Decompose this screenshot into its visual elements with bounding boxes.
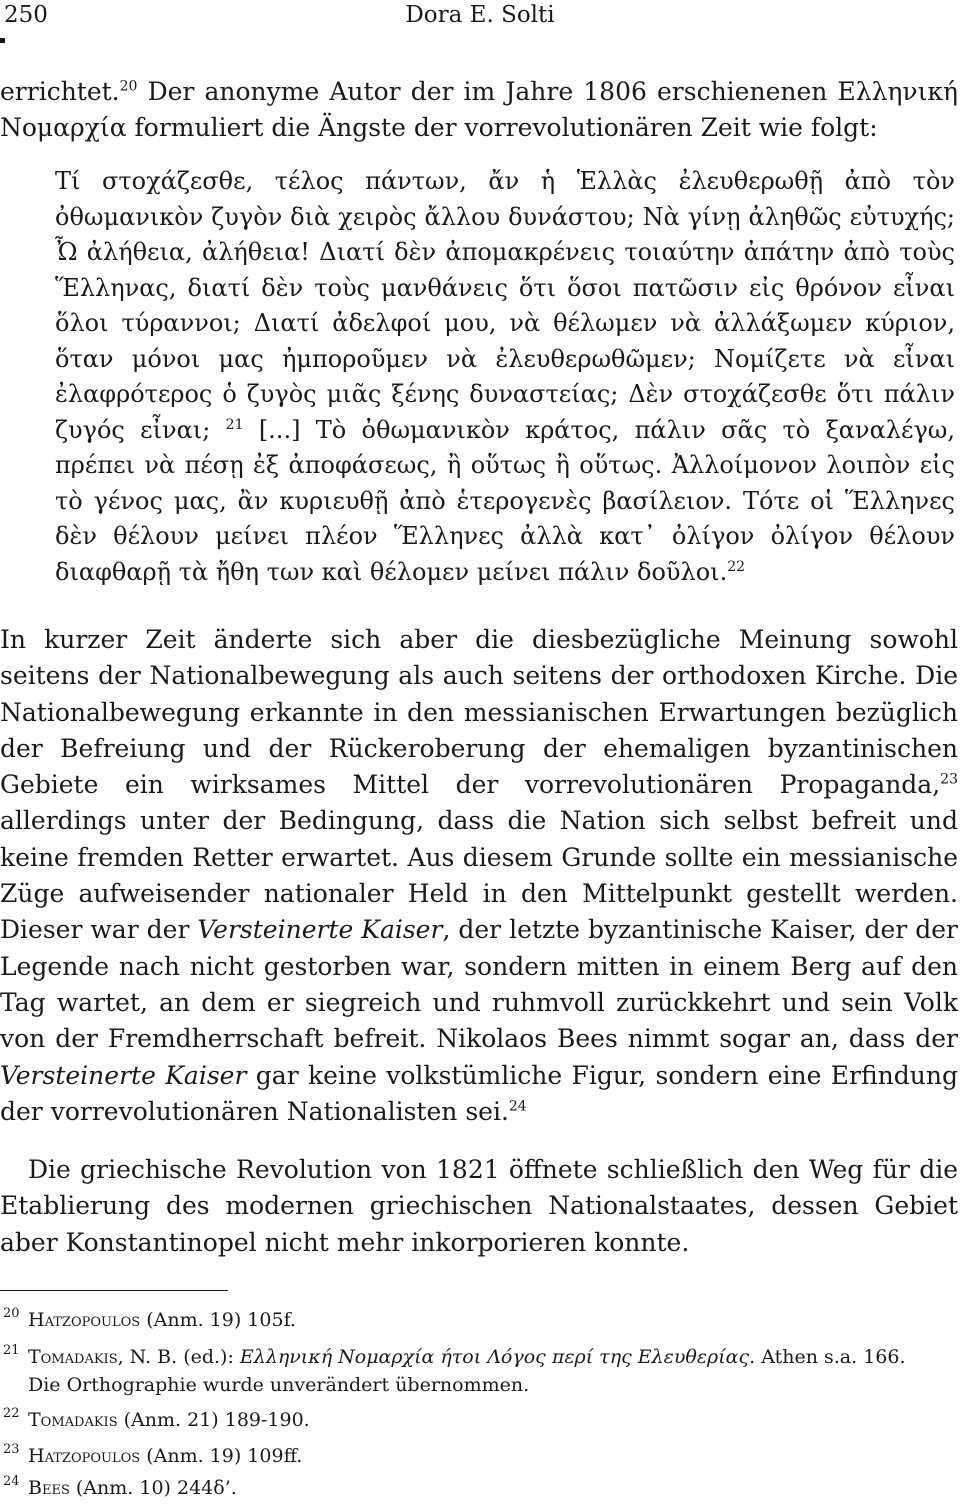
footnote-number: 20 bbox=[3, 1306, 20, 1321]
footnote-separator bbox=[0, 1290, 228, 1291]
italic-term: Versteinerte Kaiser bbox=[0, 1060, 247, 1090]
footnote-ref-24[interactable]: 24 bbox=[508, 1098, 527, 1115]
paragraph-revolution: Die griechische Revolution von 1821 öffnete schließlich den Weg für die Etablierung des modernen griechischen Nationalstaates, dessen Gebiet aber Konstantinopel nicht mehr inkorporieren konnte. bbox=[0, 1155, 958, 1257]
footnote-number: 22 bbox=[3, 1406, 20, 1421]
footnote-ref-21[interactable]: 21 bbox=[225, 416, 244, 433]
running-head: Dora E. Solti bbox=[405, 2, 555, 28]
footnote-ref-20[interactable]: 20 bbox=[119, 78, 138, 95]
margin-mark bbox=[0, 38, 5, 43]
footnote-author: Tomadakis bbox=[28, 1346, 118, 1368]
footnote-number: 23 bbox=[3, 1442, 20, 1457]
page-number: 250 bbox=[4, 2, 48, 28]
footnote-number: 21 bbox=[3, 1343, 20, 1358]
italic-title: Ελληνική Νομαρχία ήτοι Λόγος περί της Ελευθερίας. bbox=[239, 1346, 756, 1368]
italic-term: Versteinerte Kaiser bbox=[197, 915, 443, 945]
footnote-ref-22[interactable]: 22 bbox=[727, 558, 746, 575]
footnote-author: Bees bbox=[28, 1477, 70, 1499]
footnote-ref-23[interactable]: 23 bbox=[940, 771, 958, 788]
footnote-author: Hatzopoulos bbox=[28, 1445, 141, 1467]
block-quote-greek: Τί στοχάζεσθε, τέλος πάντων, ἄν ἡ Ἑλλὰς ἐλευθερωθῇ ἀπὸ τὸν ὀθωμανικὸν ζυγὸν διὰ χειρὸς ἄλλου δυνάστου; Νὰ γίνῃ ἀληθῶς εὐτυχής; Ὦ ἀλήθεια, ἀλήθεια! Διατί δὲν ἀπομακρένεις τοιαύτην ἀπάτην ἀπὸ τοὺς Ἕλληνας, διατί δὲν τοὺς μανθάνεις ὅτι ὅσοι πατῶσιν εἰς θρόνον εἶναι ὅλοι τύραννοι; Διατί ἀδελφοί μου, νὰ θέλωμεν νὰ ἀλλάξωμεν κύριον, ὅταν μόνοι μας ἠμποροῦμεν νὰ ἐλευθερωθῶμεν; Νομίζετε νὰ εἶναι ἐλαφρότερος ὁ ζυγὸς μιᾶς ξένης δυναστείας; Δὲν στοχάζεσθε ὅτι πάλιν ζυγός εἶναι; $^{21}$ [...] Τὸ ὀθωμανικὸν κράτος, πάλιν σᾶς τὸ ξαναλέγω, πρέπει νὰ πέσῃ ἐξ ἀποφάσεως, ἢ οὕτως ἢ οὕτως. Ἀλλοίμονον λοιπὸν εἰς τὸ γένος μας, ἂν κυριευθῇ ἀπὸ ἑτερογενὲς βασίλειον. Τότε οἱ Ἕλληνες δὲν θέλουν μείνει πλέον Ἕλληνες ἀλλὰ κατ᾽ ὀλίγον ὀλίγον θέλουν διαφθαρῇ τὰ ἤθη των καὶ θέλομεν μείνει πάλιν δοῦλοι.$^{22}$ bbox=[55, 167, 955, 586]
footnote-author: Hatzopoulos bbox=[28, 1309, 141, 1331]
paragraph-intro: errichtet.$^{20}$ Der anonyme Autor der im Jahre 1806 erschienenen Ελληνική Νομαρχία formuliert die Ängste der vorrevolutionären Zeit wie folgt: bbox=[0, 77, 958, 143]
footnote-number: 24 bbox=[3, 1474, 20, 1489]
page-header bbox=[0, 2, 960, 36]
paragraph-nationalbewegung: In kurzer Zeit änderte sich aber die diesbezügliche Meinung sowohl seitens der Nationalbewegung als auch seitens der orthodoxen Kirche. Die Nationalbewegung erkannte in den messianischen Erwartungen bezüglich der Befreiung und der Rückeroberung der ehemaligen byzantinischen Gebiete ein wirksames Mittel der vorrevolutionären Propaganda,$^{23}$ allerdings unter der Bedingung, dass die Nation sich selbst befreit und keine fremden Retter erwartet. Aus diesem Grunde sollte ein messianische Züge aufweisender nationaler Held in den Mittelpunkt gestellt werden. Dieser war der Versteinerte Kaiser, der letzte byzantinische Kaiser, der der Legende nach nicht gestorben war, sondern mitten in einem Berg auf den Tag wartet, an dem er siegreich und ruhmvoll zurückkehrt und sein Volk von der Fremdherrschaft befreit. Nikolaos Bees nimmt sogar an, dass der Versteinerte Kaiser gar keine volkstümliche Figur, sondern eine Erfindung der vorrevolutionären Nationalisten sei.$^{24}$ bbox=[0, 625, 958, 1126]
footnote-21: 21 Tomadakis, N. B. (ed.): Ελληνική Νομαρχία ήτοι Λόγος περί της Ελευθερίας. Athen s.a. 166. Die Orthographie wurde unverändert übernommen. bbox=[0, 1343, 958, 1399]
footnote-author: Tomadakis bbox=[28, 1409, 118, 1431]
